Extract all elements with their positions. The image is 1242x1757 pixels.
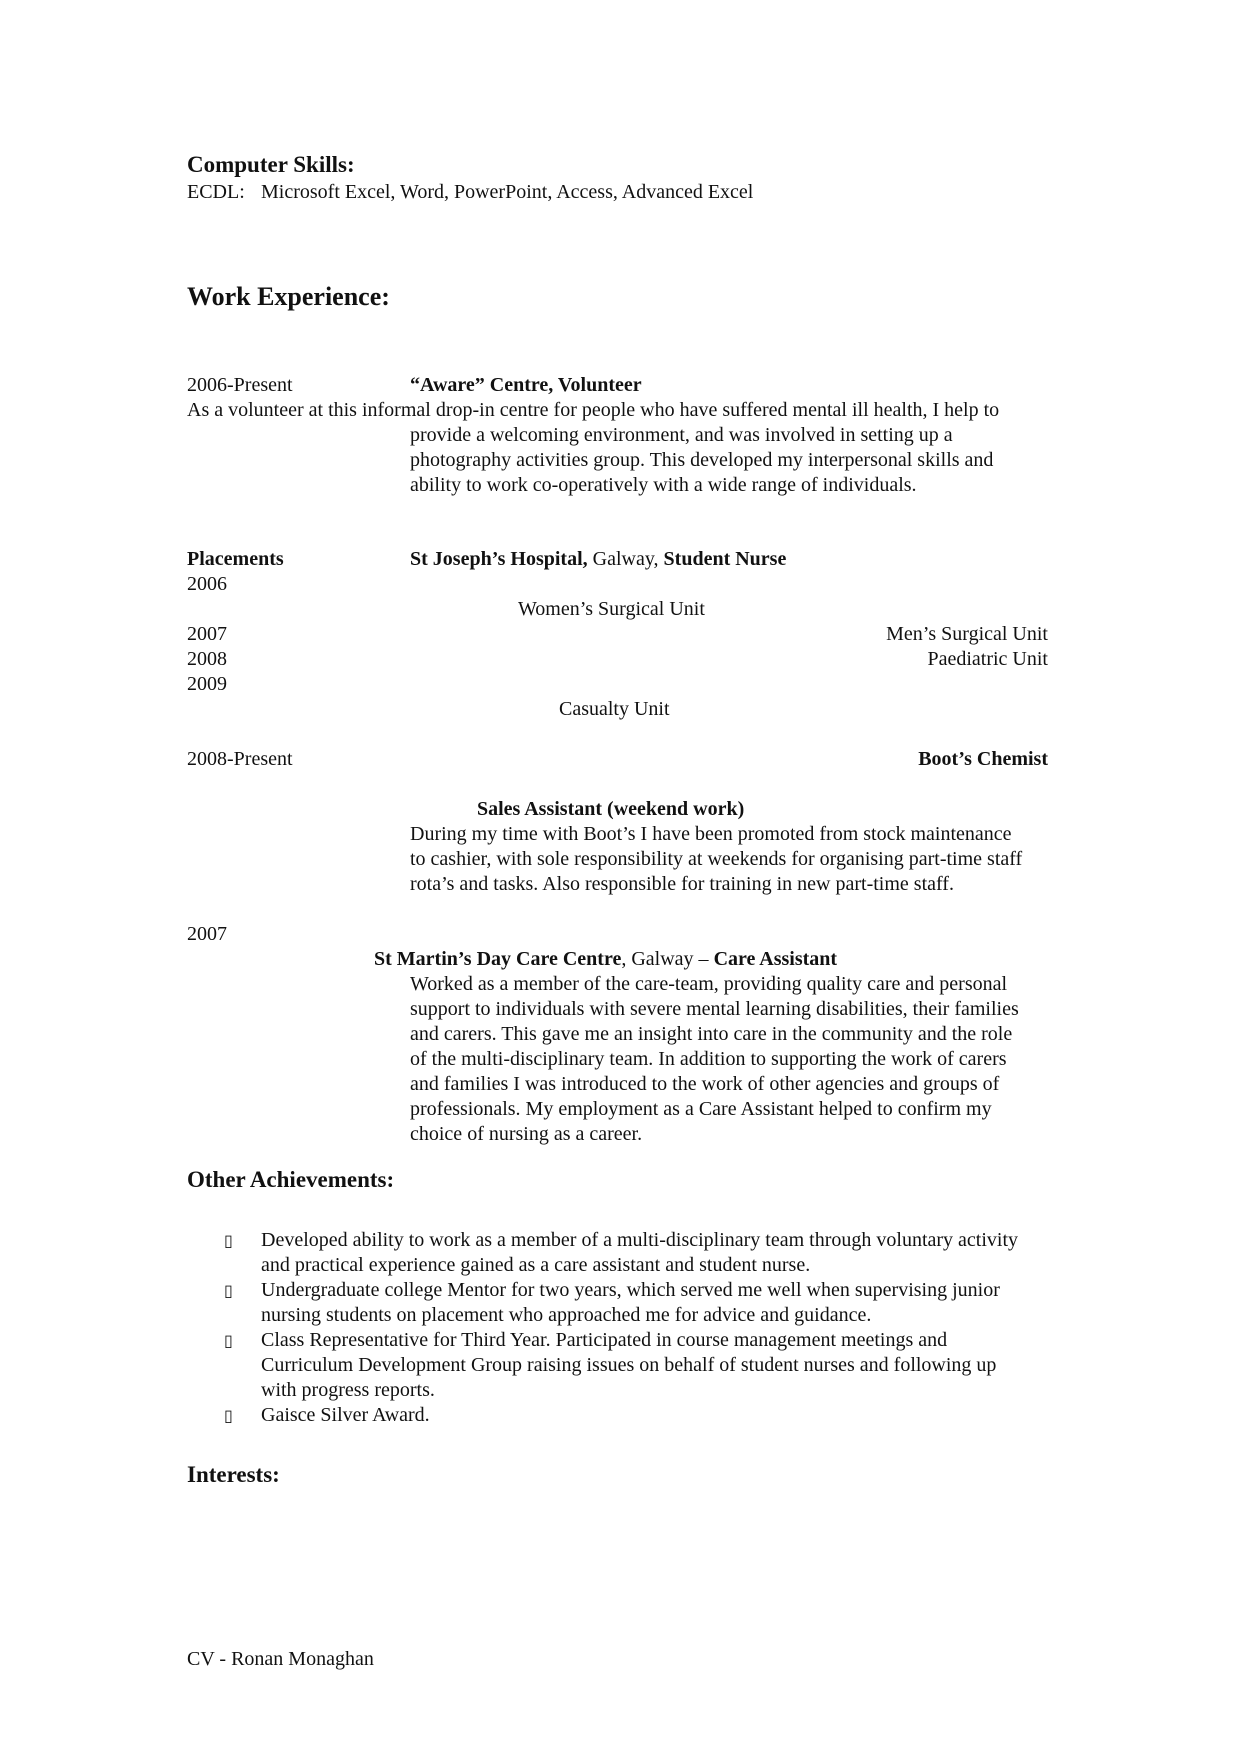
- placement-year: 2007: [187, 623, 227, 645]
- st-martins-desc-line: Worked as a member of the care-team, providing quality care and personal: [410, 973, 1008, 995]
- placement-unit: Men’s Surgical Unit: [886, 623, 1048, 645]
- placements-label: Placements: [187, 548, 284, 570]
- boots-employer: Boot’s Chemist: [918, 748, 1048, 770]
- bullet-box-icon: ▯: [224, 1406, 233, 1425]
- aware-title: “Aware” Centre, Volunteer: [410, 374, 642, 396]
- achievement-line: Gaisce Silver Award.: [261, 1404, 430, 1426]
- achievement-line: Undergraduate college Mentor for two years, which served me well when supervising junior: [261, 1279, 1000, 1301]
- aware-desc-line: As a volunteer at this informal drop-in centre for people who have suffered mental ill health, I help to: [187, 399, 1000, 421]
- boots-date: 2008-Present: [187, 748, 293, 770]
- bullet-box-icon: ▯: [224, 1331, 233, 1350]
- aware-desc-line: ability to work co-operatively with a wide range of individuals.: [410, 474, 917, 496]
- boots-desc-line: During my time with Boot’s I have been promoted from stock maintenance: [410, 823, 1012, 845]
- placement-year: 2006: [187, 573, 227, 595]
- placements-employer-line: [410, 547, 786, 572]
- placement-unit: Women’s Surgical Unit: [518, 598, 705, 620]
- st-martins-desc-line: professionals. My employment as a Care Assistant helped to confirm my: [410, 1098, 992, 1120]
- interests-heading: Interests:: [187, 1462, 280, 1487]
- work-experience-heading: Work Experience:: [187, 282, 390, 311]
- st-martins-desc-line: of the multi-disciplinary team. In addition to supporting the work of carers: [410, 1048, 1007, 1070]
- st-martins-desc-line: support to individuals with severe mental learning disabilities, their families: [410, 998, 1019, 1020]
- other-achievements-heading: Other Achievements:: [187, 1167, 395, 1192]
- placement-year: 2009: [187, 673, 227, 695]
- placements-role: Student Nurse: [663, 548, 787, 570]
- achievement-line: nursing students on placement who approached me for advice and guidance.: [261, 1304, 872, 1326]
- placement-unit: Paediatric Unit: [927, 648, 1048, 670]
- st-martins-location: , Galway –: [621, 948, 714, 970]
- st-martins-role: Care Assistant: [713, 948, 838, 970]
- achievement-line: Curriculum Development Group raising issues on behalf of student nurses and following up: [261, 1354, 997, 1376]
- st-martins-employer-line: [374, 947, 837, 972]
- achievement-line: and practical experience gained as a care assistant and student nurse.: [261, 1254, 811, 1276]
- st-martins-desc-line: and carers. This gave me an insight into care in the community and the role: [410, 1023, 1013, 1045]
- st-martins-desc-line: choice of nursing as a career.: [410, 1123, 643, 1145]
- placement-unit: Casualty Unit: [559, 698, 670, 720]
- st-martins-desc-line: and families I was introduced to the work of other agencies and groups of: [410, 1073, 1000, 1095]
- achievement-line: with progress reports.: [261, 1379, 435, 1401]
- bullet-box-icon: ▯: [224, 1231, 233, 1250]
- bullet-box-icon: ▯: [224, 1281, 233, 1300]
- ecdl-label: ECDL:: [187, 181, 245, 203]
- computer-skills-heading: Computer Skills:: [187, 152, 355, 177]
- st-martins-employer: St Martin’s Day Care Centre: [374, 948, 622, 970]
- achievement-line: Class Representative for Third Year. Participated in course management meetings and: [261, 1329, 948, 1351]
- aware-date: 2006-Present: [187, 374, 293, 396]
- st-martins-date: 2007: [187, 923, 227, 945]
- boots-desc-line: rota’s and tasks. Also responsible for training in new part-time staff.: [410, 873, 954, 895]
- placements-location: Galway,: [587, 548, 664, 570]
- placements-employer: St Joseph’s Hospital,: [410, 548, 588, 570]
- boots-role: Sales Assistant (weekend work): [477, 798, 745, 820]
- ecdl-skills: Microsoft Excel, Word, PowerPoint, Access, Advanced Excel: [261, 181, 754, 203]
- boots-desc-line: to cashier, with sole responsibility at weekends for organising part-time staff: [410, 848, 1023, 870]
- achievement-line: Developed ability to work as a member of a multi-disciplinary team through voluntary activity: [261, 1229, 1019, 1251]
- footer-text: CV - Ronan Monaghan: [187, 1648, 374, 1670]
- aware-desc-line: provide a welcoming environment, and was involved in setting up a: [410, 424, 953, 446]
- aware-desc-line: photography activities group. This developed my interpersonal skills and: [410, 449, 994, 471]
- placement-year: 2008: [187, 648, 227, 670]
